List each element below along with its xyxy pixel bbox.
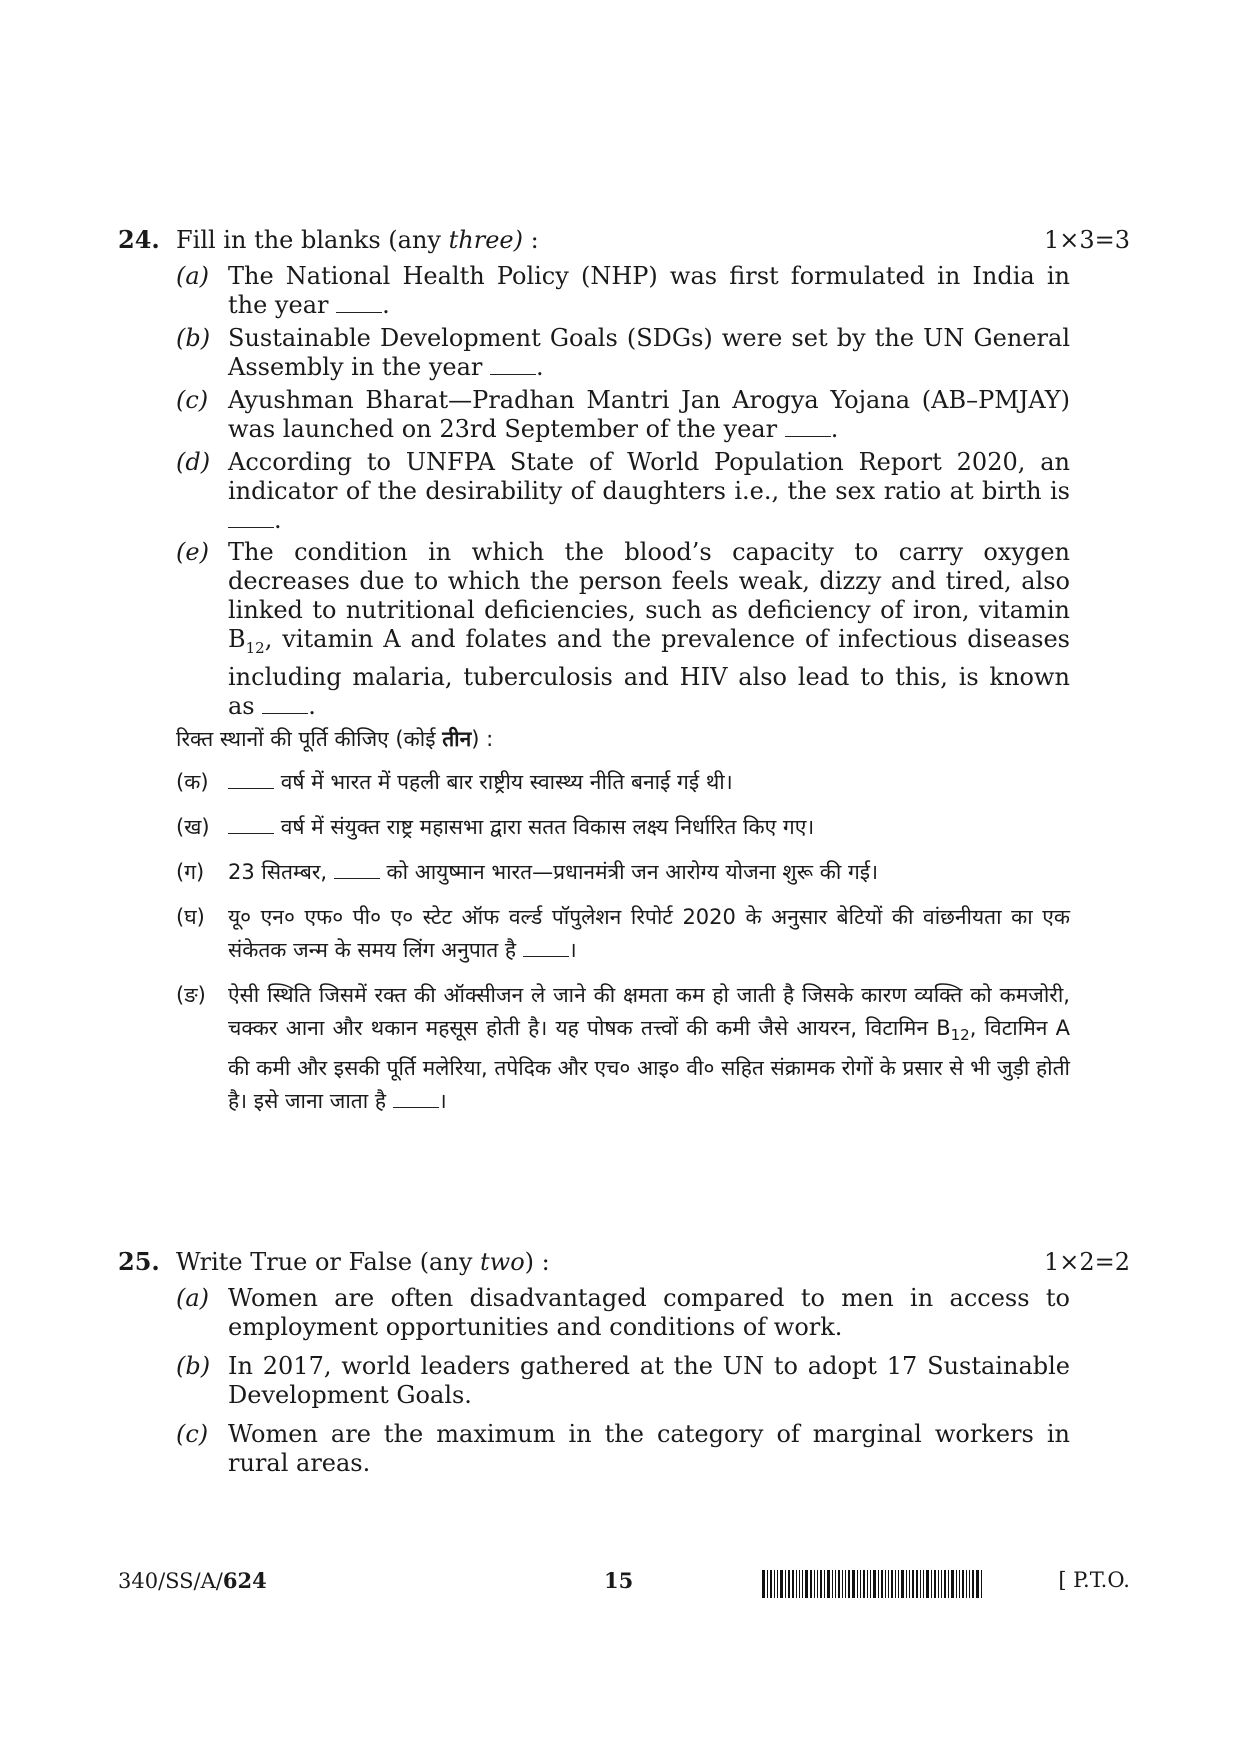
answer-blank [393, 1089, 439, 1108]
barcode-bar [857, 1570, 858, 1598]
item-text: Women are the maximum in the category of marginal workers in rural areas. [228, 1420, 1070, 1477]
barcode-bar [969, 1570, 970, 1598]
barcode-bar [852, 1570, 855, 1598]
list-item [176, 262, 1070, 318]
barcode-bar [881, 1570, 883, 1598]
barcode-bar [938, 1570, 939, 1598]
item-text: Ayushman Bharat—Pradhan Mantri Jan Arogya Yojana (AB–PMJAY) was launched on 23rd September of the year . [228, 386, 1070, 443]
barcode-bar [909, 1570, 910, 1598]
item-text: The National Health Policy (NHP) was first formulated in India in the year . [228, 262, 1070, 319]
question-number: 24. [118, 225, 160, 254]
item-text: Sustainable Development Goals (SDGs) were set by the UN General Assembly in the year . [228, 324, 1070, 381]
item-label: (d) [176, 448, 211, 476]
barcode-bar [873, 1570, 876, 1598]
barcode-bar [788, 1570, 790, 1598]
page-number: 15 [604, 1568, 634, 1593]
barcode-bar [956, 1570, 957, 1598]
item-text: Women are often disadvantaged compared to men in access to employment opportunities and conditions of work. [228, 1284, 1070, 1341]
list-item [176, 1284, 1070, 1340]
barcode-bar [944, 1570, 946, 1598]
barcode-bar [835, 1570, 836, 1598]
barcode-bar [976, 1570, 979, 1598]
item-label: (a) [176, 262, 210, 290]
question-number: 25. [118, 1247, 160, 1276]
barcode-bar [767, 1570, 768, 1598]
answer-blank [334, 860, 380, 879]
barcode-bar [898, 1570, 899, 1598]
barcode-bar [805, 1570, 808, 1598]
barcode-bar [770, 1570, 772, 1598]
item-text: In 2017, world leaders gathered at the UN to adopt 17 Sustainable Development Goals. [228, 1352, 1070, 1409]
barcode-bar [777, 1570, 778, 1598]
question-title: Fill in the blanks (any three) : [176, 226, 539, 254]
list-item [176, 1352, 1070, 1408]
barcode-bar [981, 1570, 982, 1598]
barcode-bar [951, 1570, 954, 1598]
barcode-bar [926, 1570, 929, 1598]
barcode-bar [792, 1570, 794, 1598]
barcode-bar [912, 1570, 914, 1598]
item-label: (b) [176, 324, 211, 352]
hindi-question-title: रिक्त स्थानों की पूर्ति कीजिए (कोई तीन) : [176, 727, 494, 751]
list-item [176, 386, 1070, 442]
barcode-bar [799, 1570, 800, 1598]
item-text: वर्ष में संयुक्त राष्ट्र महासभा द्वारा सतत विकास लक्ष्य निर्धारित किए गए। [228, 811, 1070, 844]
answer-blank [228, 509, 274, 528]
barcode-bar [885, 1570, 886, 1598]
barcode-bar [820, 1570, 822, 1598]
item-label: (ग) [176, 860, 205, 884]
item-text: यू० एन० एफ० पी० ए० स्टेट ऑफ वर्ल्ड पॉपुलेशन रिपोर्ट 2020 के अनुसार बेटियों की वांछनीयता का एक संकेतक जन्म के समय लिंग अनुपात है । [228, 905, 1070, 962]
barcode-bar [848, 1570, 850, 1598]
question-marks: 1×2=2 [1043, 1248, 1130, 1276]
answer-blank [262, 695, 308, 714]
item-text: ऐसी स्थिति जिसमें रक्त की ऑक्सीजन ले जाने की क्षमता कम हो जाती है जिसके कारण व्यक्ति को कमजोरी, चक्कर आना और थकान महसूस होती है। यह पोषक तत्त्वों की कमी जैसे आयरन, विटामिन $B_{12}$, विटामिन A की कमी और इसकी पूर्ति मलेरिया, तपेदिक और एच० आइ० वी० सहित संक्रामक रोगों के प्रसार से भी जुड़ी होती है। इसे जाना जाता है । [228, 983, 1070, 1114]
barcode-bar [827, 1570, 830, 1598]
barcode-bar [802, 1570, 803, 1598]
barcode-bar [878, 1570, 879, 1598]
barcode-bar [948, 1570, 949, 1598]
barcode [762, 1570, 1014, 1598]
barcode-bar [959, 1570, 960, 1598]
question-25-header [118, 1246, 1130, 1278]
item-text: वर्ष में भारत में पहली बार राष्ट्रीय स्वास्थ्य नीति बनाई गई थी। [228, 766, 1070, 799]
barcode-bar [845, 1570, 846, 1598]
barcode-bar [863, 1570, 865, 1598]
list-item [176, 979, 1070, 1114]
pto-label: [ P.T.O. [1058, 1568, 1130, 1592]
barcode-bar [814, 1570, 815, 1598]
hindi-items [176, 766, 1070, 1114]
list-item [176, 856, 1070, 889]
item-text: According to UNFPA State of World Population Report 2020, an indicator of the desirability of daughters i.e., the sex ratio at birth is . [228, 448, 1070, 534]
item-label: (ख) [176, 815, 210, 839]
barcode-bar [891, 1570, 893, 1598]
barcode-bar [901, 1570, 904, 1598]
list-item [176, 901, 1070, 967]
question-25 [118, 1246, 1130, 1476]
barcode-bar [810, 1570, 812, 1598]
list-item [176, 1420, 1070, 1476]
true-false-items [176, 1284, 1070, 1476]
item-label: (क) [176, 770, 209, 794]
list-item [176, 538, 1070, 720]
barcode-bar [824, 1570, 825, 1598]
list-item [176, 811, 1070, 844]
question-title: Write True or False (any two) : [176, 1248, 550, 1276]
barcode-bar [780, 1570, 783, 1598]
barcode-bar [796, 1570, 797, 1598]
item-label: (c) [176, 386, 209, 414]
barcode-bar [920, 1570, 921, 1598]
answer-blank [228, 815, 274, 834]
item-label: (c) [176, 1420, 209, 1448]
barcode-bar [785, 1570, 786, 1598]
item-text: The condition in which the blood’s capacity to carry oxygen decreases due to which the person feels weak, dizzy and tired, also linked to nutritional deficiencies, such as deficiency of iron, vitamin $B_{12}$, vitamin A and folates and the prevalence of infectious diseases including malaria, tuberculosis and HIV also lead to this, is known as . [228, 538, 1070, 720]
barcode-bar [895, 1570, 896, 1598]
item-label: (e) [176, 538, 209, 566]
barcode-bar [972, 1570, 974, 1598]
barcode-bar [941, 1570, 942, 1598]
barcode-bar [931, 1570, 932, 1598]
barcode-bar [962, 1570, 964, 1598]
barcode-bar [870, 1570, 871, 1598]
barcode-bar [774, 1570, 775, 1598]
item-label: (b) [176, 1352, 211, 1380]
barcode-bar [817, 1570, 818, 1598]
answer-blank [523, 938, 569, 957]
barcode-bar [906, 1570, 907, 1598]
barcode-bar [966, 1570, 967, 1598]
item-label: (घ) [176, 905, 205, 929]
barcode-bar [934, 1570, 936, 1598]
barcode-bar [888, 1570, 889, 1598]
barcode-bar [838, 1570, 840, 1598]
answer-blank [490, 356, 536, 375]
barcode-bar [916, 1570, 918, 1598]
list-item [176, 448, 1070, 532]
page-footer [118, 1568, 1130, 1602]
question-24 [118, 224, 1130, 1114]
list-item [176, 324, 1070, 380]
answer-blank [336, 294, 382, 313]
item-text: 23 सितम्बर, को आयुष्मान भारत—प्रधानमंत्री जन आरोग्य योजना शुरू की गई। [228, 860, 879, 884]
question-24-header [118, 224, 1130, 256]
answer-blank [785, 418, 831, 437]
question-marks: 1×3=3 [1043, 226, 1130, 254]
barcode-bar [842, 1570, 843, 1598]
barcode-bar [832, 1570, 833, 1598]
english-items [176, 262, 1070, 720]
barcode-bar [762, 1570, 765, 1598]
barcode-bar [860, 1570, 861, 1598]
barcode-bar [867, 1570, 868, 1598]
paper-code: 340/SS/A/624 [118, 1568, 267, 1593]
item-label: (ङ) [176, 983, 206, 1007]
item-label: (a) [176, 1284, 210, 1312]
barcode-bar [923, 1570, 924, 1598]
answer-blank [228, 770, 274, 789]
list-item [176, 766, 1070, 799]
